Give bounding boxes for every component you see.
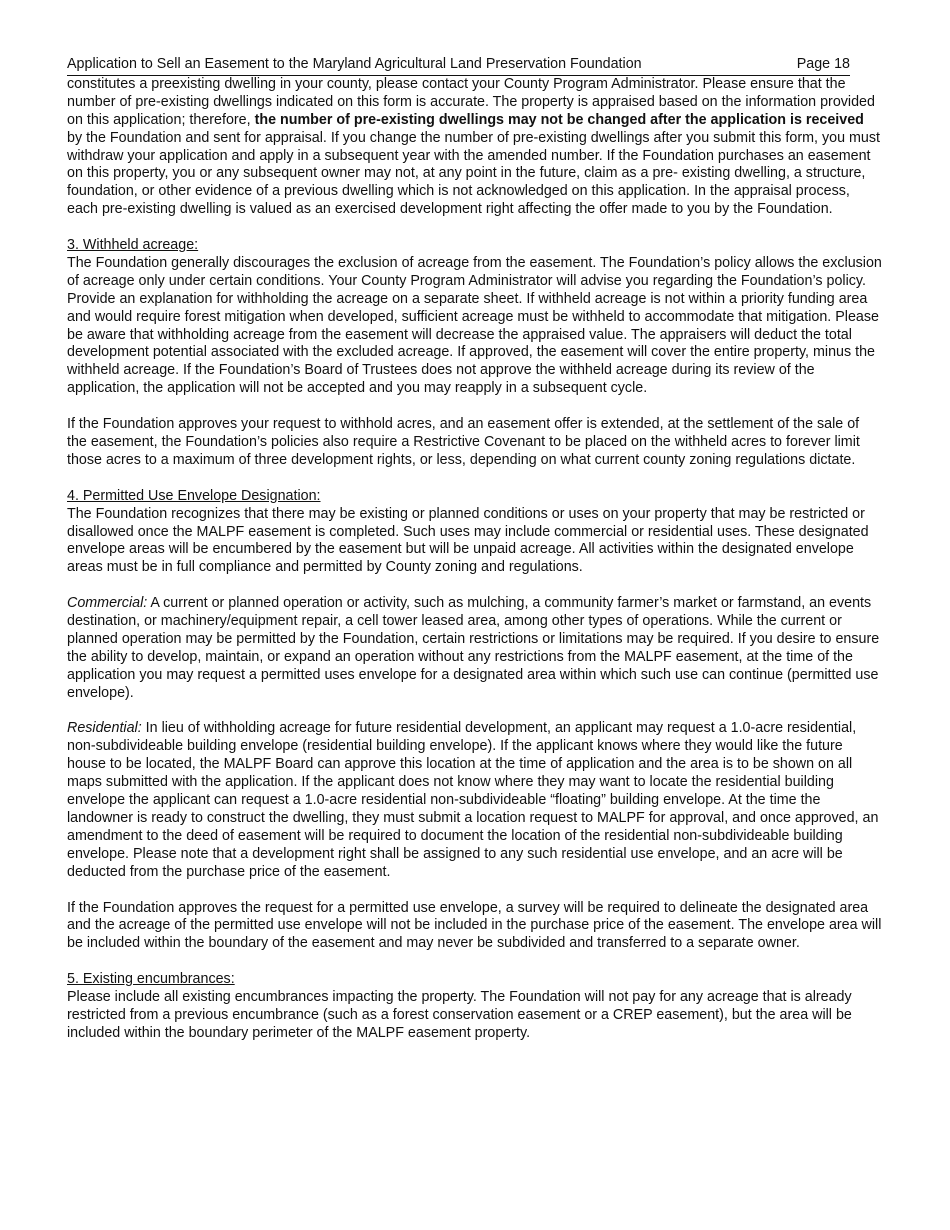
intro-bold-text: the number of pre-existing dwellings may not be changed after the application is received — [254, 111, 864, 128]
section-5-paragraph-1: Please include all existing encumbrances impacting the property. The Foundation will not pay for any acreage that is already restricted from a previous encumbrance (such as a forest conservation easement or a CREP easement), but the area will be included within the boundary perimeter of the MALPF easement property. — [67, 989, 852, 1041]
section-4-heading: 4. Permitted Use Envelope Designation: — [67, 487, 321, 504]
page-header — [67, 56, 850, 76]
section-5-heading: 5. Existing encumbrances: — [67, 971, 235, 988]
page-number: Page 18 — [796, 56, 850, 72]
section-4-paragraph-last: If the Foundation approves the request for a permitted use envelope, a survey will be required to delineate the designated area and the acreage of the permitted use envelope will not be included in the purchase price of the easement. The envelope area will be included within the boundary of the easement and may never be subdivided and transferred to a separate owner. — [67, 899, 882, 952]
header-title: Application to Sell an Easement to the Maryland Agricultural Land Preservation Foundation — [67, 56, 642, 72]
residential-label: Residential: — [67, 720, 142, 737]
commercial-text: A current or planned operation or activity, such as mulching, a community farmer’s market or farmstand, an events destination, or machinery/equipment repair, a cell tower leased area, among other types of operations. While the current or planned operation may be permitted by the Foundation, certain restrictions or limitations may be required. If you desire to ensure the ability to develop, maintain, or expand an operation without any restrictions from the MALPF easement, at the time of the application you may request a permitted uses envelope for a designated area within which such use can continue (permitted use envelope). — [67, 595, 880, 701]
section-4-paragraph-1: The Foundation recognizes that there may be existing or planned conditions or uses on your property that may be restricted or disallowed once the MALPF easement is completed. Such uses may include commercial or residential uses. These designated envelope areas will be encumbered by the easement but will be unpaid acreage. All activities within the designated envelope areas must be in full compliance and permitted by County zoning and regulations. — [67, 505, 869, 576]
intro-paragraph — [67, 76, 882, 219]
section-3-paragraph-1: The Foundation generally discourages the exclusion of acreage from the easement. The Foundation’s policy allows the exclusion of acreage only under certain conditions. Your County Program Administrator will advise you regarding the Foundation’s policy. Provide an explanation for withholding the acreage on a separate sheet. If withheld acreage is not within a priority funding area and would require forest mitigation when developed, sufficient acreage must be withheld to accommodate that mitigation. Please be aware that withholding acreage from the easement will decrease the appraised value. The appraisers will deduct the total development potential associated with the excluded acreage. If approved, the easement will cover the entire property, minus the withheld acreage. If the Foundation’s Board of Trustees does not approve the withheld acreage during its review of the application, the application will not be accepted and you may reapply in a subsequent cycle. — [67, 254, 882, 397]
commercial-paragraph — [67, 595, 882, 702]
residential-paragraph — [67, 720, 882, 881]
intro-text-1: constitutes a preexisting dwelling in your county, please contact your County Program Administrator. Please ensure that the number of pre-existing dwellings indicated on this form is accurate. The property is appraised based on the information provided on this application; therefore, — [67, 75, 875, 128]
commercial-label: Commercial: — [67, 595, 148, 612]
residential-text: In lieu of withholding acreage for future residential development, an applicant may request a 1.0-acre residential, non-subdivideable building envelope (residential building envelope). If the applicant knows where they would like the future house to be located, the MALPF Board can approve this location at the time of application and the area is to be shown on all maps submitted with the application. If the applicant does not know where they may want to locate the residential building envelope the applicant can request a 1.0-acre residential non-subdivideable “floating” building envelope. At the time the landowner is ready to construct the dwelling, they must submit a location request to MALPF for approval, and once approved, an amendment to the deed of easement will be required to document the location of the residential non-subdivideable building envelope. Please note that a development right shall be assigned to any such residential use envelope, and an acre will be deducted from the purchase price of the easement. — [67, 720, 879, 880]
intro-text-2: by the Foundation and sent for appraisal. If you change the number of pre-existing dwellings after you submit this form, you must withdraw your application and apply in a subsequent year with the amended number. If the Foundation purchases an easement on this property, you or any subsequent owner may not, at any point in the future, claim as a pre- existing dwelling, a structure, foundation, or other evidence of a previous dwelling which is not acknowledged on this application. In the appraisal process, each pre-existing dwelling is valued as an exercised development right affecting the offer made to you by the Foundation. — [67, 129, 880, 218]
document-page — [67, 56, 882, 1043]
section-3-paragraph-2: If the Foundation approves your request to withhold acres, and an easement offer is extended, at the settlement of the sale of the easement, the Foundation’s policies also require a Restrictive Covenant to be placed on the withheld acres to forever limit those acres to a maximum of three development rights, or less, depending on what current county zoning regulations dictate. — [67, 416, 860, 468]
section-3-heading: 3. Withheld acreage: — [67, 237, 199, 254]
